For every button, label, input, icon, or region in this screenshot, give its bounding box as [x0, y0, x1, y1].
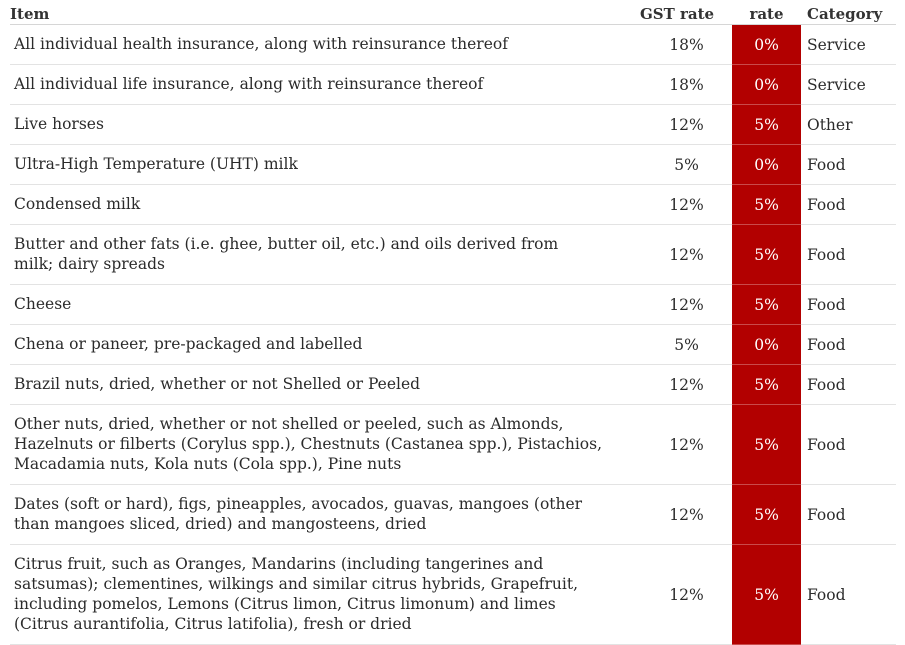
item-category: Food	[801, 225, 896, 285]
new-gst-rate: 5%	[732, 405, 801, 485]
item-description: Brazil nuts, dried, whether or not Shelled or Peeled	[10, 365, 622, 405]
item-category: Food	[801, 405, 896, 485]
item-description: Chena or paneer, pre-packaged and labelled	[10, 325, 622, 365]
table-row	[10, 65, 896, 105]
old-gst-rate: 18%	[622, 65, 732, 105]
item-category: Food	[801, 285, 896, 325]
item-category: Service	[801, 25, 896, 65]
table-row	[10, 485, 896, 545]
item-description: Butter and other fats (i.e. ghee, butter oil, etc.) and oils derived from milk; dairy spreads	[10, 225, 622, 285]
item-category: Food	[801, 545, 896, 645]
old-gst-rate: 12%	[622, 185, 732, 225]
item-description: Live horses	[10, 105, 622, 145]
table-row	[10, 105, 896, 145]
item-description: Dates (soft or hard), figs, pineapples, avocados, guavas, mangoes (other than mangoes sliced, dried) and mangosteens, dried	[10, 485, 622, 545]
old-gst-rate: 5%	[622, 325, 732, 365]
item-category: Food	[801, 185, 896, 225]
new-gst-rate: 5%	[732, 185, 801, 225]
table-row	[10, 25, 896, 65]
header-item[interactable]: Item	[10, 0, 622, 25]
new-gst-rate: 5%	[732, 365, 801, 405]
new-gst-rate: 0%	[732, 325, 801, 365]
new-gst-rate: 5%	[732, 105, 801, 145]
gst-rate-table	[10, 0, 896, 645]
old-gst-rate: 12%	[622, 225, 732, 285]
new-gst-rate: 0%	[732, 25, 801, 65]
item-description: Other nuts, dried, whether or not shelled or peeled, such as Almonds, Hazelnuts or filberts (Corylus spp.), Chestnuts (Castanea spp.), Pistachios, Macadamia nuts, Kola nuts (Cola spp.), Pine nuts	[10, 405, 622, 485]
item-category: Other	[801, 105, 896, 145]
table-row	[10, 185, 896, 225]
header-new-gst-rate[interactable]: rate	[732, 0, 801, 25]
item-description: Citrus fruit, such as Oranges, Mandarins (including tangerines and satsumas); clementines, wilkings and similar citrus hybrids, Grapefruit, including pomelos, Lemons (Citrus limon, Citrus limonum) and limes (Citrus aurantifolia, Citrus latifolia), fresh or dried	[10, 545, 622, 645]
item-category: Food	[801, 145, 896, 185]
table-body	[10, 25, 896, 645]
table-row	[10, 285, 896, 325]
item-description: All individual life insurance, along with reinsurance thereof	[10, 65, 622, 105]
table-header	[10, 0, 896, 25]
new-gst-rate: 0%	[732, 65, 801, 105]
old-gst-rate: 12%	[622, 485, 732, 545]
table-row	[10, 145, 896, 185]
old-gst-rate: 12%	[622, 105, 732, 145]
item-description: All individual health insurance, along with reinsurance thereof	[10, 25, 622, 65]
header-category[interactable]: Category	[801, 0, 896, 25]
new-gst-rate: 0%	[732, 145, 801, 185]
table-row	[10, 545, 896, 645]
item-category: Service	[801, 65, 896, 105]
old-gst-rate: 12%	[622, 405, 732, 485]
item-description: Condensed milk	[10, 185, 622, 225]
header-row	[10, 0, 896, 25]
item-description: Cheese	[10, 285, 622, 325]
table-row	[10, 325, 896, 365]
item-category: Food	[801, 325, 896, 365]
item-category: Food	[801, 485, 896, 545]
old-gst-rate: 18%	[622, 25, 732, 65]
new-gst-rate: 5%	[732, 545, 801, 645]
new-gst-rate: 5%	[732, 225, 801, 285]
new-gst-rate: 5%	[732, 485, 801, 545]
old-gst-rate: 12%	[622, 285, 732, 325]
item-description: Ultra-High Temperature (UHT) milk	[10, 145, 622, 185]
table-row	[10, 405, 896, 485]
old-gst-rate: 5%	[622, 145, 732, 185]
table-row	[10, 365, 896, 405]
header-old-gst-rate[interactable]: GST rate	[622, 0, 732, 25]
old-gst-rate: 12%	[622, 545, 732, 645]
old-gst-rate: 12%	[622, 365, 732, 405]
table-row	[10, 225, 896, 285]
new-gst-rate: 5%	[732, 285, 801, 325]
item-category: Food	[801, 365, 896, 405]
